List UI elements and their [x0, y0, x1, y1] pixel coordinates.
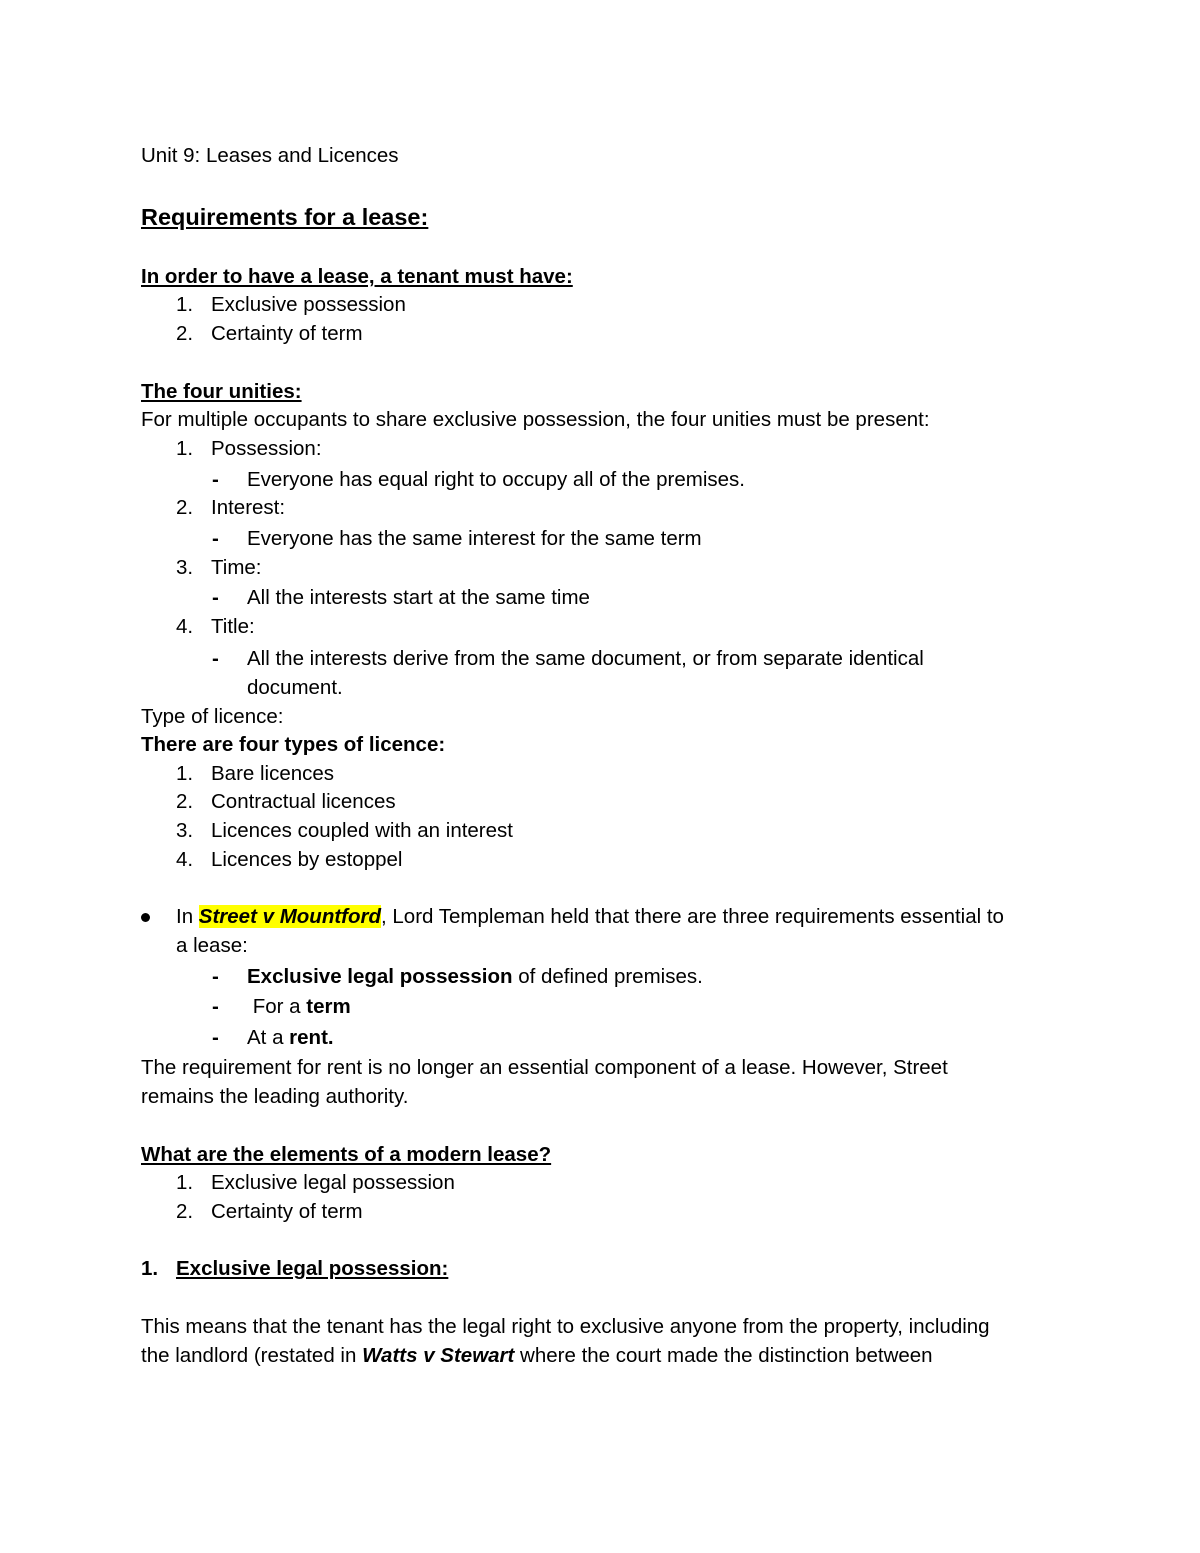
unity-label: Interest:: [211, 496, 286, 519]
unity-detail-cont: document.: [247, 676, 343, 699]
list-number: 4.: [176, 848, 194, 871]
list-number: 1.: [176, 1171, 194, 1194]
type-of-licence: Type of licence:: [141, 705, 284, 728]
dash-marker: -: [212, 586, 219, 609]
dash-marker: -: [212, 527, 219, 550]
rent-note-1: The requirement for rent is no longer an essential component of a lease. However, Street: [141, 1056, 948, 1079]
section-1-number: 1.: [141, 1257, 159, 1280]
unit-title: Unit 9: Leases and Licences: [141, 144, 399, 167]
licence-type: Contractual licences: [211, 790, 396, 813]
req1-bold: Exclusive legal possession: [247, 965, 513, 988]
req3-bold: rent.: [289, 1026, 334, 1049]
order-item: Certainty of term: [211, 322, 363, 345]
para-2-pre: the landlord (restated in: [141, 1344, 363, 1367]
street-prefix: In: [176, 905, 199, 928]
dash-marker: -: [212, 995, 219, 1018]
case-name-watts: Watts v Stewart: [362, 1344, 515, 1367]
list-number: 2.: [176, 1200, 194, 1223]
four-types-heading: There are four types of licence:: [141, 733, 446, 756]
unity-label: Possession:: [211, 437, 322, 460]
street-req-2: [247, 993, 351, 1021]
list-number: 3.: [176, 556, 194, 579]
street-paragraph: [176, 903, 1004, 931]
street-req-1: [247, 963, 703, 991]
list-number: 1.: [176, 437, 194, 460]
unity-detail: Everyone has equal right to occupy all of the premises.: [247, 468, 745, 491]
four-unities-heading: The four unities:: [141, 380, 302, 403]
req2-pre: For a: [247, 995, 307, 1018]
dash-marker: -: [212, 468, 219, 491]
para-2-post: where the court made the distinction between: [514, 1344, 933, 1367]
street-cont: a lease:: [176, 934, 248, 957]
rent-note-2: remains the leading authority.: [141, 1085, 409, 1108]
para-line-2: [141, 1342, 933, 1370]
licence-type: Bare licences: [211, 762, 335, 785]
dash-marker: -: [212, 1026, 219, 1049]
list-number: 2.: [176, 322, 194, 345]
section-1-heading: Exclusive legal possession:: [176, 1257, 449, 1280]
order-item: Exclusive possession: [211, 293, 406, 316]
street-req-3: [247, 1024, 334, 1052]
heading-requirements: Requirements for a lease:: [141, 204, 429, 230]
req2-bold: term: [306, 995, 351, 1018]
modern-lease-heading: What are the elements of a modern lease?: [141, 1143, 552, 1166]
req1-rest: of defined premises.: [512, 965, 703, 988]
list-number: 1.: [176, 762, 194, 785]
list-number: 1.: [176, 293, 194, 316]
unity-detail: Everyone has the same interest for the same term: [247, 527, 702, 550]
unity-label: Title:: [211, 615, 255, 638]
unity-detail: All the interests derive from the same document, or from separate identical: [247, 647, 924, 670]
dash-marker: -: [212, 647, 219, 670]
case-name-street: Street v Mountford: [198, 905, 382, 928]
list-number: 3.: [176, 819, 194, 842]
list-number: 2.: [176, 790, 194, 813]
four-unities-intro: For multiple occupants to share exclusive possession, the four unities must be present:: [141, 408, 930, 431]
modern-item: Certainty of term: [211, 1200, 363, 1223]
street-suffix: , Lord Templeman held that there are three requirements essential to: [381, 905, 1004, 928]
para-line-1: This means that the tenant has the legal right to exclusive anyone from the property, including: [141, 1315, 990, 1338]
unity-label: Time:: [211, 556, 262, 579]
dash-marker: -: [212, 965, 219, 988]
licence-type: Licences by estoppel: [211, 848, 403, 871]
modern-item: Exclusive legal possession: [211, 1171, 455, 1194]
list-number: 4.: [176, 615, 194, 638]
list-number: 2.: [176, 496, 194, 519]
req3-pre: At a: [247, 1026, 290, 1049]
unity-detail: All the interests start at the same time: [247, 586, 590, 609]
order-heading: In order to have a lease, a tenant must have:: [141, 265, 573, 288]
bullet-marker: [141, 913, 150, 922]
licence-type: Licences coupled with an interest: [211, 819, 513, 842]
